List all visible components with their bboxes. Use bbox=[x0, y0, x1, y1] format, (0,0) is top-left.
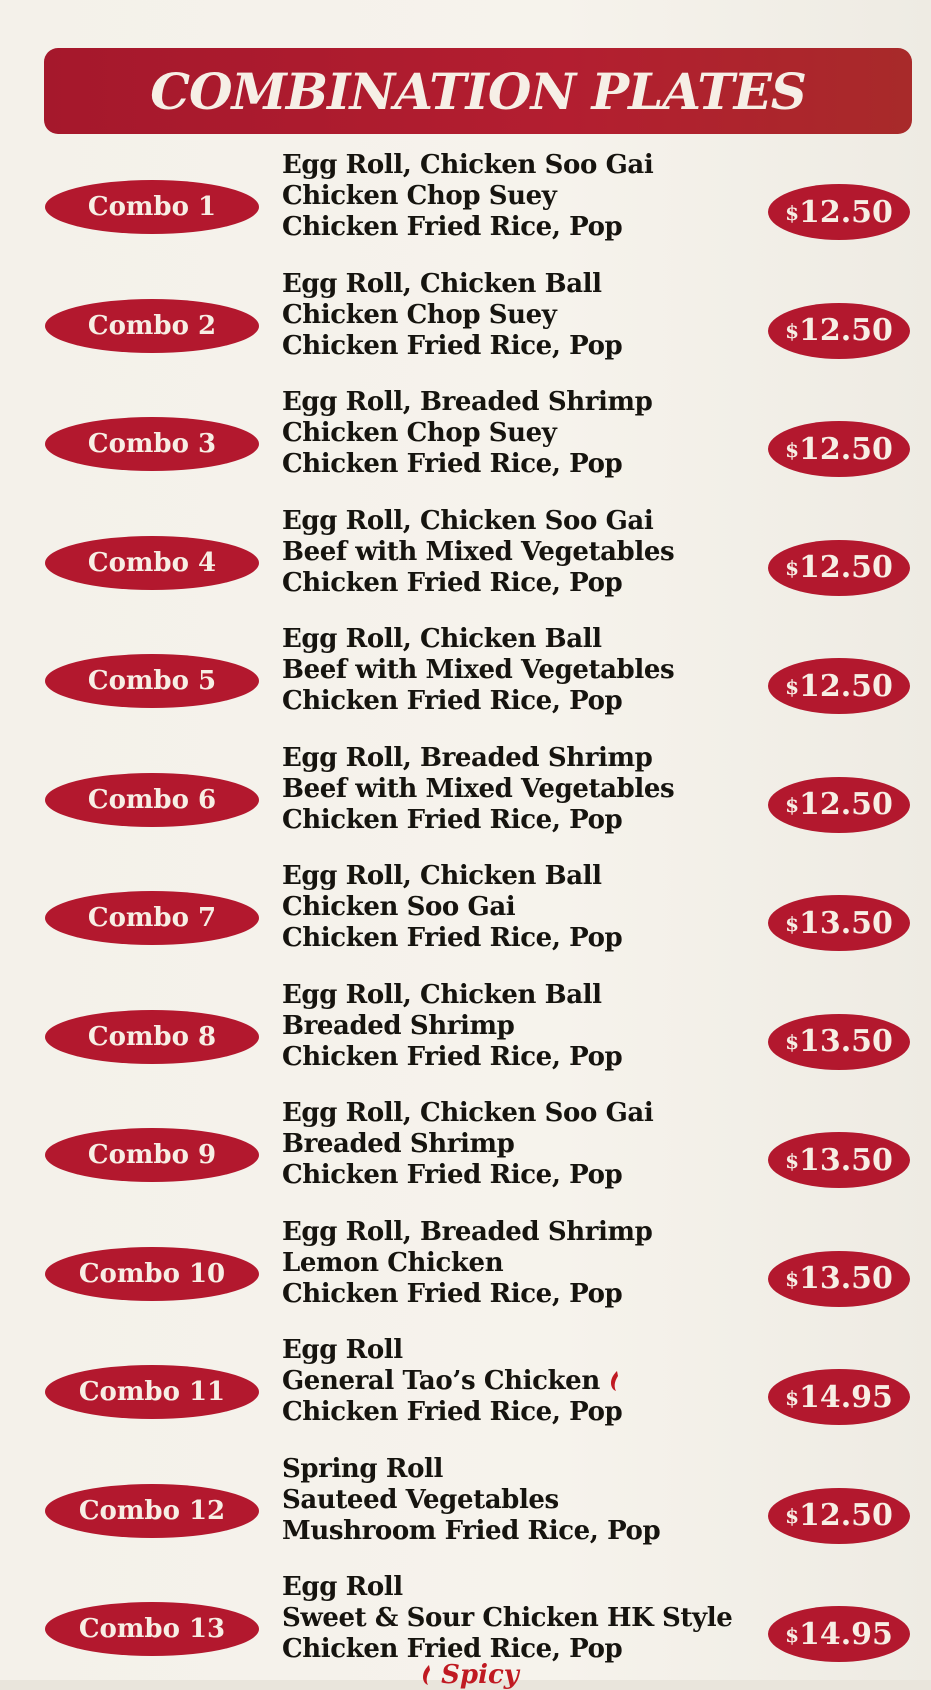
chili-pepper-icon bbox=[608, 1370, 620, 1392]
combo-item-line: Sweet & Sour Chicken HK Style bbox=[282, 1603, 733, 1633]
combo-price bbox=[785, 1024, 893, 1059]
combo-price bbox=[785, 1380, 893, 1415]
currency-symbol: $ bbox=[785, 556, 799, 580]
combo-item-line: Beef with Mixed Vegetables bbox=[282, 536, 675, 567]
combo-item-line: Chicken Fried Rice, Pop bbox=[282, 1160, 623, 1190]
price-badge bbox=[768, 1488, 910, 1544]
currency-symbol: $ bbox=[785, 674, 799, 699]
combo-item-line: Chicken Fried Rice, Pop bbox=[282, 923, 623, 953]
combo-label: Combo 11 bbox=[78, 1377, 226, 1407]
combo-row bbox=[0, 743, 931, 860]
currency-symbol: $ bbox=[785, 911, 799, 936]
combo-item-line: Chicken Chop Suey bbox=[282, 418, 557, 448]
combo-description bbox=[282, 743, 762, 836]
combo-item-line: Egg Roll, Chicken Ball bbox=[282, 979, 602, 1010]
combo-item-line: Egg Roll, Chicken Soo Gai bbox=[282, 505, 654, 536]
combo-row bbox=[0, 150, 931, 267]
combo-row bbox=[0, 1454, 931, 1571]
price-amount: 12.50 bbox=[798, 550, 893, 585]
combo-row bbox=[0, 1217, 931, 1334]
combo-badge bbox=[45, 299, 259, 353]
combo-price bbox=[785, 432, 893, 467]
combo-price bbox=[785, 195, 893, 230]
menu-legend bbox=[0, 1660, 931, 1690]
combo-badge bbox=[45, 417, 259, 471]
combo-item-line: Egg Roll, Breaded Shrimp bbox=[282, 1216, 653, 1247]
combo-label: Combo 10 bbox=[78, 1258, 226, 1289]
currency-symbol: $ bbox=[785, 1622, 799, 1647]
combo-item-line: Egg Roll, Breaded Shrimp bbox=[282, 387, 653, 417]
combo-item-line: Chicken Fried Rice, Pop bbox=[282, 1397, 623, 1427]
combo-item-line: Breaded Shrimp bbox=[282, 1129, 515, 1159]
combo-item-line: Egg Roll, Chicken Ball bbox=[282, 268, 602, 299]
price-amount: 12.50 bbox=[798, 431, 893, 467]
price-badge bbox=[768, 184, 910, 240]
combo-price bbox=[785, 550, 893, 585]
combo-item-line: General Tao’s Chicken bbox=[282, 1366, 762, 1397]
combo-badge bbox=[45, 1365, 259, 1419]
combo-description bbox=[282, 150, 762, 243]
price-badge bbox=[768, 1251, 910, 1307]
combo-description bbox=[282, 269, 762, 362]
combo-badge bbox=[45, 773, 259, 827]
currency-symbol: $ bbox=[785, 437, 799, 462]
currency-symbol: $ bbox=[785, 1148, 799, 1173]
combo-badge bbox=[45, 536, 259, 590]
combo-item-line: Chicken Fried Rice, Pop bbox=[282, 1634, 623, 1664]
combo-item-line: Egg Roll, Chicken Ball bbox=[282, 624, 602, 654]
price-badge bbox=[768, 421, 910, 477]
combo-badge bbox=[45, 891, 259, 945]
combo-label: Combo 1 bbox=[87, 192, 217, 222]
combo-price bbox=[785, 1261, 893, 1296]
combo-item-line: Spring Roll bbox=[282, 1453, 443, 1484]
chili-pepper-icon bbox=[420, 1664, 432, 1686]
combo-price bbox=[785, 669, 893, 704]
combo-item-line: Beef with Mixed Vegetables bbox=[282, 773, 675, 804]
combo-item-line: Egg Roll, Chicken Soo Gai bbox=[282, 150, 654, 180]
combo-item-line: Mushroom Fried Rice, Pop bbox=[282, 1515, 661, 1546]
combo-row bbox=[0, 387, 931, 504]
combo-description bbox=[282, 861, 762, 954]
currency-symbol: $ bbox=[785, 1030, 799, 1054]
combo-item-line: Egg Roll bbox=[282, 1335, 403, 1365]
combo-label: Combo 5 bbox=[87, 666, 217, 696]
currency-symbol: $ bbox=[785, 793, 799, 817]
combo-label: Combo 3 bbox=[87, 429, 217, 459]
currency-symbol: $ bbox=[785, 1385, 799, 1410]
price-amount: 12.50 bbox=[798, 1498, 893, 1533]
combo-item-line: Chicken Soo Gai bbox=[282, 892, 516, 922]
combo-label: Combo 13 bbox=[78, 1614, 226, 1644]
combo-badge bbox=[45, 1010, 259, 1064]
price-amount: 13.50 bbox=[798, 905, 893, 941]
combo-price bbox=[785, 906, 893, 941]
currency-symbol: $ bbox=[785, 319, 799, 343]
combo-description bbox=[282, 1454, 762, 1547]
combo-price bbox=[785, 1617, 893, 1652]
combo-item-line: Chicken Fried Rice, Pop bbox=[282, 330, 623, 361]
combo-description bbox=[282, 506, 762, 599]
price-amount: 13.50 bbox=[798, 1024, 893, 1059]
price-amount: 13.50 bbox=[798, 1261, 893, 1296]
combo-label: Combo 6 bbox=[87, 784, 217, 815]
spicy-legend-label: Spicy bbox=[412, 1660, 519, 1690]
combo-label: Combo 9 bbox=[87, 1140, 217, 1170]
price-amount: 13.50 bbox=[798, 1142, 893, 1178]
combo-label: Combo 2 bbox=[87, 310, 217, 341]
menu-title: COMBINATION PLATES bbox=[150, 61, 806, 121]
combo-description bbox=[282, 1572, 762, 1665]
combo-item-line: Egg Roll, Breaded Shrimp bbox=[282, 742, 653, 773]
combo-item-line: Egg Roll, Chicken Soo Gai bbox=[282, 1098, 654, 1128]
combo-item-line: Chicken Chop Suey bbox=[282, 299, 557, 330]
currency-symbol: $ bbox=[785, 1267, 799, 1291]
combo-row bbox=[0, 624, 931, 741]
combo-label: Combo 4 bbox=[87, 547, 217, 578]
combo-badge bbox=[45, 180, 259, 234]
price-amount: 14.95 bbox=[798, 1379, 893, 1415]
price-badge bbox=[768, 540, 910, 596]
price-amount: 12.50 bbox=[798, 313, 893, 348]
currency-symbol: $ bbox=[785, 1504, 799, 1528]
combo-price bbox=[785, 1498, 893, 1533]
combo-item-line: Chicken Chop Suey bbox=[282, 181, 557, 211]
price-badge bbox=[768, 303, 910, 359]
combo-item-line: Egg Roll, Chicken Ball bbox=[282, 861, 602, 891]
combo-item-line: Sauteed Vegetables bbox=[282, 1484, 559, 1515]
combo-label: Combo 7 bbox=[87, 903, 217, 933]
combo-badge bbox=[45, 1247, 259, 1301]
price-badge bbox=[768, 658, 910, 714]
combo-badge bbox=[45, 1484, 259, 1538]
price-amount: 14.95 bbox=[798, 1616, 893, 1652]
combo-row bbox=[0, 506, 931, 623]
combo-description bbox=[282, 387, 762, 480]
price-badge bbox=[768, 1014, 910, 1070]
price-badge bbox=[768, 1606, 910, 1662]
combo-item-line: Egg Roll bbox=[282, 1572, 403, 1602]
combo-row bbox=[0, 269, 931, 386]
combo-item-line: Chicken Fried Rice, Pop bbox=[282, 567, 623, 598]
combo-badge bbox=[45, 1602, 259, 1656]
price-badge bbox=[768, 1132, 910, 1188]
combo-label: Combo 8 bbox=[87, 1021, 217, 1052]
combo-item-line: Chicken Fried Rice, Pop bbox=[282, 686, 623, 716]
combo-description bbox=[282, 1098, 762, 1191]
combo-price bbox=[785, 1143, 893, 1178]
menu-header-banner bbox=[44, 48, 912, 134]
combo-item-line: Beef with Mixed Vegetables bbox=[282, 655, 675, 685]
combo-row bbox=[0, 1335, 931, 1452]
combo-price bbox=[785, 787, 893, 822]
price-amount: 12.50 bbox=[798, 194, 893, 230]
combo-item-line: Chicken Fried Rice, Pop bbox=[282, 1041, 623, 1072]
combo-item-line: Lemon Chicken bbox=[282, 1247, 504, 1278]
combo-item-line: Breaded Shrimp bbox=[282, 1010, 515, 1041]
combo-description bbox=[282, 1217, 762, 1310]
combo-row bbox=[0, 861, 931, 978]
combo-item-line: Chicken Fried Rice, Pop bbox=[282, 804, 623, 835]
currency-symbol: $ bbox=[785, 200, 799, 225]
combo-row bbox=[0, 980, 931, 1097]
price-badge bbox=[768, 895, 910, 951]
combo-item-line: Chicken Fried Rice, Pop bbox=[282, 449, 623, 479]
combo-label: Combo 12 bbox=[78, 1495, 226, 1526]
combo-badge bbox=[45, 1128, 259, 1182]
combo-description bbox=[282, 1335, 762, 1428]
price-badge bbox=[768, 777, 910, 833]
combo-row bbox=[0, 1098, 931, 1215]
price-badge bbox=[768, 1369, 910, 1425]
combo-price bbox=[785, 313, 893, 348]
price-amount: 12.50 bbox=[798, 787, 893, 822]
combo-item-line: Chicken Fried Rice, Pop bbox=[282, 212, 623, 242]
price-amount: 12.50 bbox=[798, 668, 893, 704]
combo-description bbox=[282, 624, 762, 717]
combo-item-line: Chicken Fried Rice, Pop bbox=[282, 1278, 623, 1309]
combo-badge bbox=[45, 654, 259, 708]
combo-description bbox=[282, 980, 762, 1073]
